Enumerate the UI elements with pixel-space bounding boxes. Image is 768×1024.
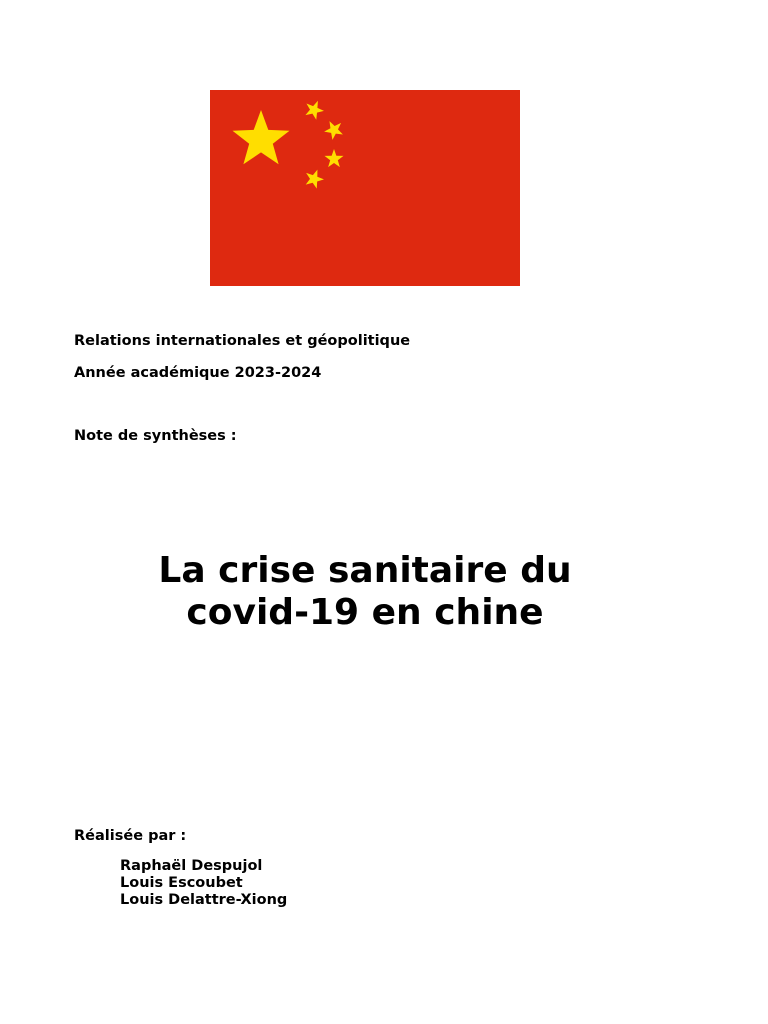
academic-year: Année académique 2023-2024 (74, 365, 322, 381)
course-name: Relations internationales et géopolitique (74, 333, 411, 349)
title-line-1: La crise sanitaire du (158, 550, 572, 591)
china-flag-image (210, 90, 520, 286)
author-name: Louis Escoubet (120, 875, 243, 891)
author-name: Louis Delattre-Xiong (120, 892, 288, 908)
flag-red-field (210, 90, 520, 286)
made-by-label: Réalisée par : (74, 828, 187, 844)
document-type: Note de synthèses : (74, 428, 237, 444)
author-name: Raphaël Despujol (120, 858, 263, 874)
page-title (0, 550, 730, 634)
title-line-2: covid-19 en chine (186, 592, 544, 633)
authors-list (120, 858, 287, 909)
